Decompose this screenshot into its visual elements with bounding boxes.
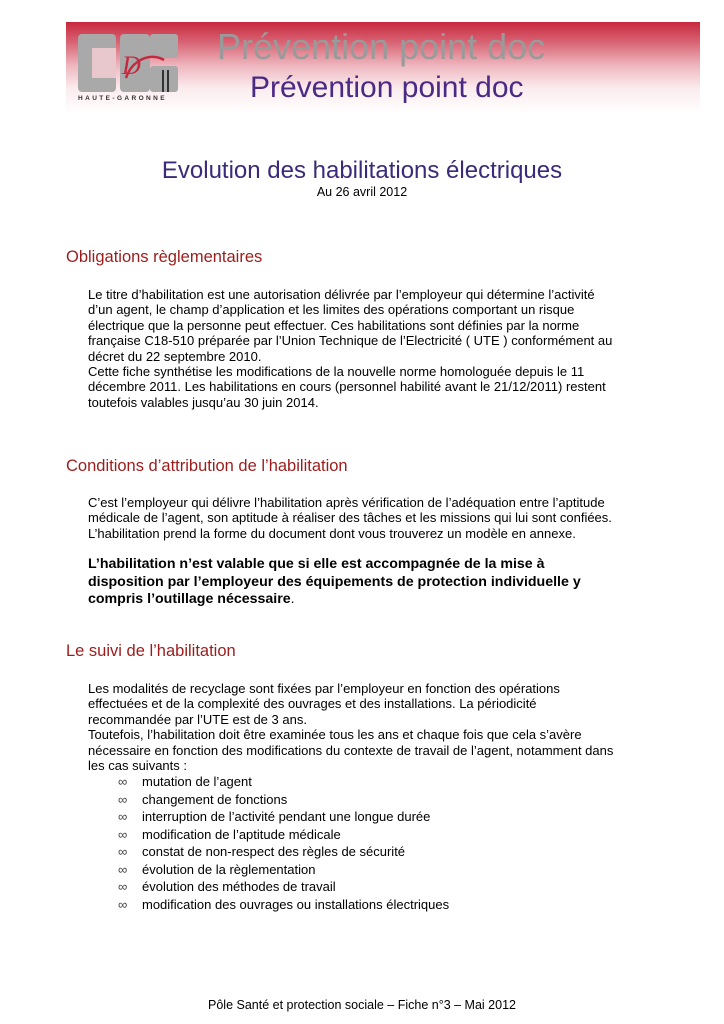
list-item-label: évolution des méthodes de travail: [142, 879, 336, 895]
list-item: [118, 826, 449, 844]
infinity-bullet-icon: ∞: [118, 791, 128, 807]
infinity-bullet-icon: ∞: [118, 861, 128, 877]
text-line: L’habilitation prend la forme du document dont vous trouverez un modèle en annexe.: [88, 525, 576, 541]
text-line: les cas suivants :: [88, 758, 187, 774]
text-line: décret du 22 septembre 2010.: [88, 348, 262, 364]
section-heading-obligations: Obligations règlementaires: [66, 248, 263, 266]
suivi-paragraph: [88, 681, 637, 773]
section-heading-conditions: Conditions d’attribution de l’habilitation: [66, 457, 348, 475]
text-line: Toutefois, l’habilitation doit être examinée tous les ans et chaque fois que cela s’avère: [88, 727, 582, 743]
infinity-bullet-icon: ∞: [118, 774, 128, 790]
text-line: recommandée par l’UTE est de 3 ans.: [88, 711, 307, 727]
text-line: toutefois valables jusqu’au 30 juin 2014.: [88, 394, 319, 410]
text-line: médicale de l’agent, son aptitude à réaliser des tâches et les missions qui lui sont confiées.: [88, 510, 612, 526]
text-line: C’est l’employeur qui délivre l’habilitation après vérification de l’adéquation entre l’aptitude: [88, 495, 605, 510]
obligations-paragraph-1: [88, 287, 637, 410]
list-item-label: mutation de l’agent: [142, 774, 252, 790]
document-title: Evolution des habilitations électriques: [161, 157, 563, 184]
text-line: Les modalités de recyclage sont fixées par l’employeur en fonction des opérations: [88, 681, 560, 696]
list-item: [118, 896, 449, 914]
conditions-bold-statement: [88, 556, 637, 609]
header-title: Prévention point doc: [250, 71, 524, 104]
infinity-bullet-icon: ∞: [118, 844, 128, 860]
section-heading-suivi: Le suivi de l’habilitation: [66, 642, 236, 660]
list-item: [118, 861, 449, 879]
text-line: [88, 591, 637, 609]
infinity-bullet-icon: ∞: [118, 809, 128, 825]
list-item-label: constat de non-respect des règles de sécurité: [142, 844, 406, 860]
list-item: [118, 808, 449, 826]
text-line: Le titre d’habilitation est une autorisation délivrée par l’employeur qui détermine l’activité: [88, 287, 595, 302]
text-line: disposition par l’employeur des équipements de protection individuelle y: [88, 573, 581, 590]
text-line: décembre 2011. Les habilitations en cours (personnel habilité avant le 21/12/2011) restent: [88, 379, 606, 395]
text-line: française C18-510 préparée par l’Union Technique de l’Electricité ( UTE ) conformément au: [88, 333, 613, 349]
logo-tagline: HAUTE-GARONNE: [78, 95, 167, 102]
infinity-bullet-icon: ∞: [118, 826, 128, 842]
header-ghost-title: Prévention point doc: [217, 26, 546, 67]
page-footer: Pôle Santé et protection sociale – Fiche n°3 – Mai 2012: [208, 998, 516, 1012]
conditions-paragraph-1: [88, 495, 637, 541]
list-item: [118, 843, 449, 861]
text-line: électrique que la personne peut effectuer. Ces habilitations sont définies par la norme: [88, 317, 580, 333]
list-item-label: modification des ouvrages ou installations électriques: [142, 896, 450, 912]
infinity-bullet-icon: ∞: [118, 879, 128, 895]
text-line-suffix: .: [290, 591, 295, 607]
list-item-label: interruption de l’activité pendant une longue durée: [142, 809, 431, 825]
text-line: effectuées et de la complexité des ouvrages et des installations. La périodicité: [88, 696, 537, 712]
list-item: [118, 773, 449, 791]
list-item-label: modification de l’aptitude médicale: [142, 826, 341, 842]
list-item-label: évolution de la règlementation: [142, 861, 316, 877]
list-item-label: changement de fonctions: [142, 791, 288, 807]
list-item: [118, 878, 449, 896]
suivi-bullet-list: [118, 773, 449, 913]
document-date: Au 26 avril 2012: [316, 185, 408, 199]
text-line: nécessaire en fonction des modifications du contexte de travail de l’agent, notamment dans: [88, 742, 614, 758]
text-line: L’habilitation n’est valable que si elle est accompagnée de la mise à: [88, 556, 545, 572]
infinity-bullet-icon: ∞: [118, 896, 128, 912]
text-line-bold: compris l’outillage nécessaire: [88, 591, 291, 607]
text-line: Cette fiche synthétise les modifications de la nouvelle norme homologuée depuis le 11: [88, 364, 585, 380]
list-item: [118, 791, 449, 809]
text-line: d’un agent, le champ d’application et les limites des opérations comportant un risque: [88, 302, 575, 318]
svg-text:D: D: [122, 51, 141, 80]
